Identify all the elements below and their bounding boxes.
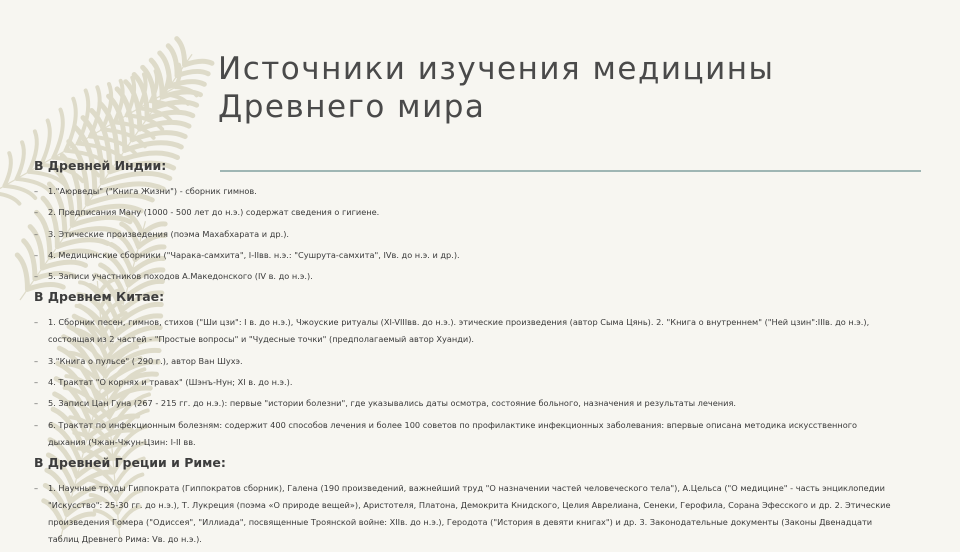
- list-item: [34, 314, 894, 348]
- list-item-text: 4. Медицинские сборники ("Чарака-самхита", I-IIвв. н.э.: "Сушрута-самхита", IVв. до н.э. и др.).: [48, 249, 460, 260]
- bullet-dash-icon: –: [34, 355, 39, 366]
- list-item-text: 4. Трактат "О корнях и травах" (Шэнъ-Нун; XI в. до н.э.).: [48, 377, 293, 388]
- slide-title-line-2: Древнего мира: [218, 89, 486, 125]
- list-item: [34, 183, 894, 200]
- list-item-text: 5. Записи Цан Гуна (267 - 215 гг. до н.э.): первые "истории болезни", где указывались даты осмотра, состояние больного, назначения и результаты лечения.: [48, 398, 737, 409]
- section-greece-rome: [34, 455, 894, 548]
- section-heading: В Древней Индии:: [34, 158, 167, 173]
- list-item: [34, 374, 894, 391]
- list-item: [34, 268, 894, 285]
- section-heading: В Древней Греции и Риме:: [34, 454, 226, 470]
- leaf-blade: [132, 133, 185, 140]
- bullet-dash-icon: –: [34, 271, 39, 282]
- list-item-text: 1."Аюрведы" ("Книга Жизни") - сборник гимнов.: [48, 186, 257, 196]
- bullet-dash-icon: –: [34, 317, 39, 328]
- bullet-dash-icon: –: [34, 419, 39, 430]
- leaf-blade: [4, 153, 10, 186]
- bullet-dash-icon: –: [34, 482, 39, 493]
- list-item-text: 3."Книга о пульсе" ( 290 г.), автор Ван Шухэ.: [48, 355, 243, 366]
- leaf-blade: [163, 68, 168, 94]
- leaf-blade: [185, 61, 212, 65]
- list-item: [34, 480, 894, 548]
- leaf-blade: [17, 255, 27, 289]
- section-india: [34, 158, 894, 285]
- list-item: [34, 204, 894, 221]
- bullet-dash-icon: –: [34, 228, 39, 239]
- bullet-list: [34, 480, 894, 548]
- list-item: [34, 395, 894, 412]
- bullet-dash-icon: –: [34, 186, 39, 196]
- list-item-text: 1. Научные труды Гиппократа (Гиппократов сборник), Галена (190 произведений, важнейший труд "О назначении частей человеческого тела"), А.Цельса ("О медицине" - часть энциклопедии "Искусство": 25-30 гг. до н.э.), Т. Лукреция (поэма «О природе вещей»), Аристотеля, Платона, Демокрита Книдского, Целия Аврелиана, Сенеки, Герофила, Сорана Эфесского и др. 2. Этические произведения Гомера ("Одиссея", "Иллиада", посвященные Троянской войне: XIIв. до н.э.), Геродота ("История в девяти книгах") и др. 3. Законодательные документы (Законы Двенадцати таблиц Древнего Рима: Vв. до н.э.).: [48, 482, 891, 544]
- list-item-text: 6. Трактат по инфекционным болезням: содержит 400 способов лечения и более 100 советов по профилактике инфекционных заболевания: впервые описана методика искусственного дыхания (Чжан-Чжун-Цзин: I-II вв.: [48, 419, 858, 447]
- list-item-text: 5. Записи участников походов А.Македонского (IV в. до н.э.).: [48, 271, 313, 282]
- leaf-blade: [17, 142, 24, 179]
- bullet-dash-icon: –: [34, 249, 39, 260]
- slide-title-line-1: Источники изучения медицины: [218, 51, 775, 87]
- bullet-dash-icon: –: [34, 377, 39, 388]
- section-heading: В Древнем Китае:: [34, 289, 165, 305]
- list-item: [34, 417, 894, 451]
- slide-content: [34, 158, 894, 552]
- list-item: [34, 247, 894, 264]
- bullet-dash-icon: –: [34, 207, 39, 218]
- bullet-dash-icon: –: [34, 398, 39, 409]
- bullet-list: [34, 314, 894, 450]
- slide-title: [218, 50, 918, 126]
- leaf-blade: [53, 110, 62, 158]
- list-item-text: 3. Этические произведения (поэма Махабхарата и др.).: [48, 228, 289, 239]
- leaf-blade: [140, 122, 189, 129]
- list-item: [34, 353, 894, 370]
- bullet-list: [34, 183, 894, 285]
- leaf-blade: [0, 193, 19, 204]
- list-item-text: 1. Сборник песен, гимнов, стихов ("Ши цзи": I в. до н.э.), Чжоуские ритуалы (XI-VIIIвв. до н.э.). этические произведения (автор Сыма Цянь). 2. "Книга о внутреннем" ("Ней цзин":IIIв. до н.э.), состоящая из 2 частей - "Простые вопросы" и "Чудесные точки" (предполагаемый автор Хуанди).: [48, 317, 870, 345]
- list-item: [34, 226, 894, 243]
- leaf-blade: [66, 99, 76, 151]
- list-item-text: 2. Предписания Ману (1000 - 500 лет до н.э.) содержат сведения о гигиене.: [48, 207, 380, 218]
- section-china: [34, 289, 894, 450]
